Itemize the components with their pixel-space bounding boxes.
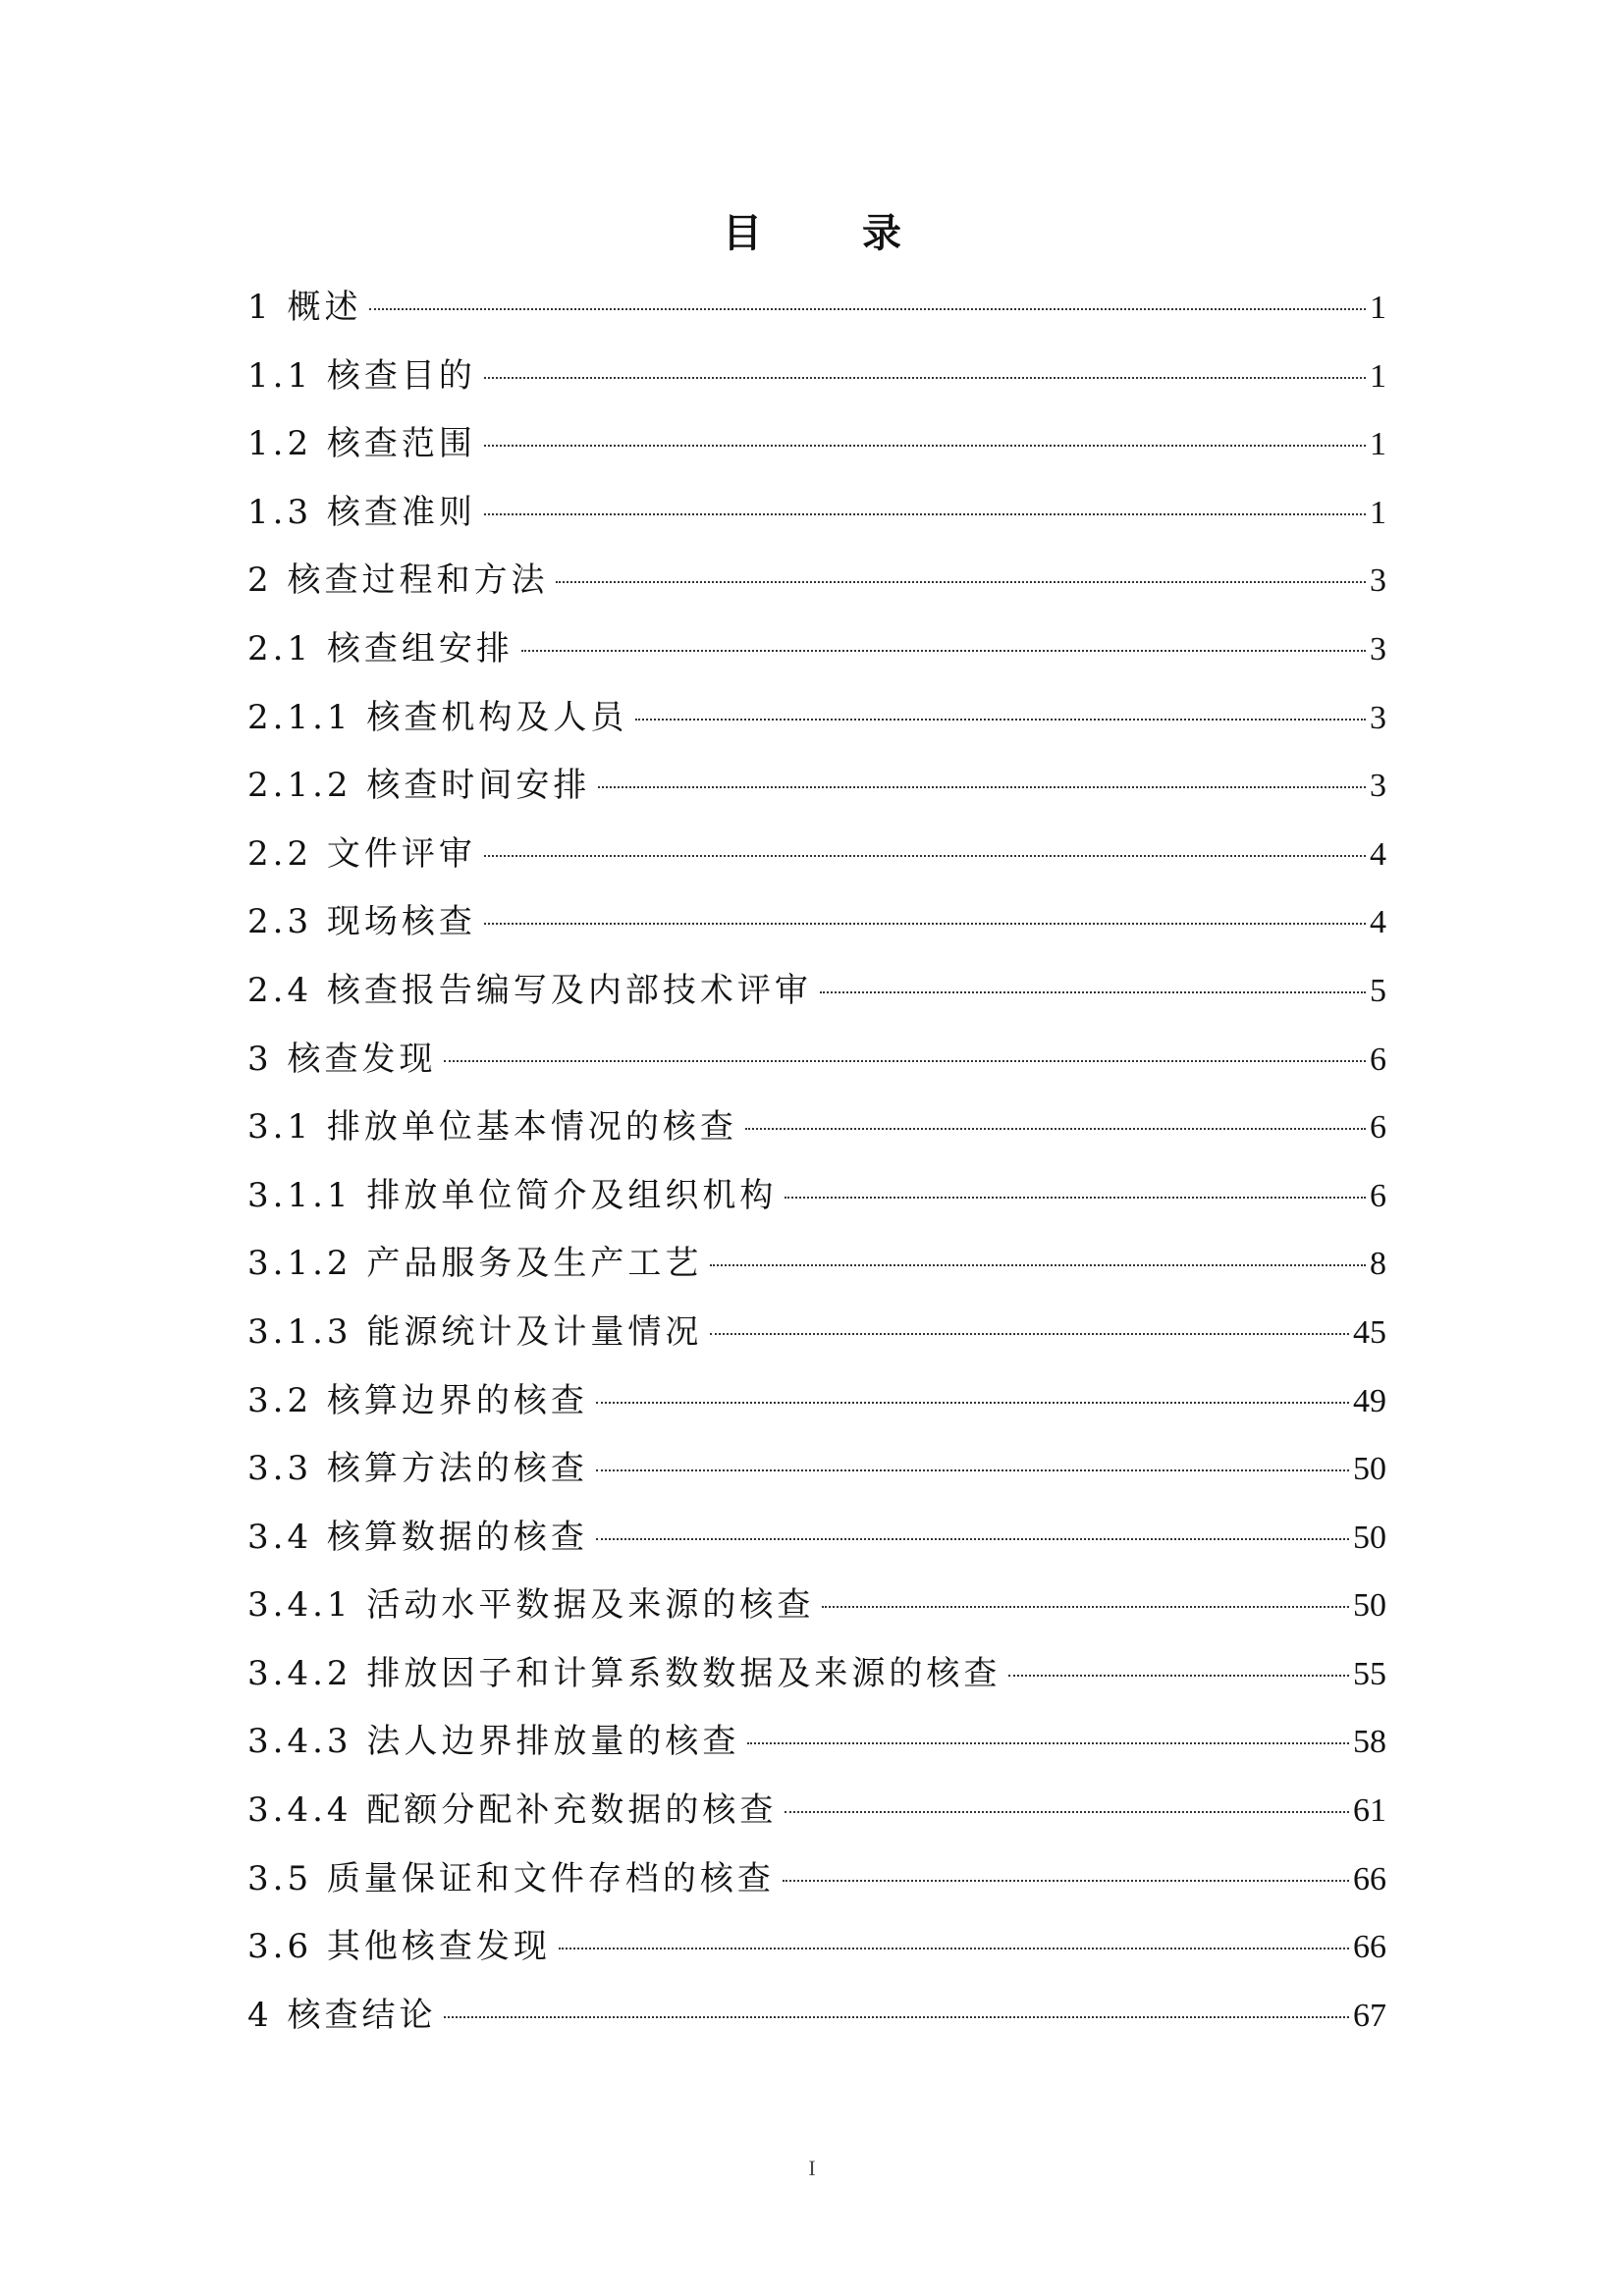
toc-entry[interactable]: [247, 1513, 1386, 1581]
toc-entry-label: 3.3 核算方法的核查: [247, 1449, 588, 1489]
toc-entry-label: 2.4 核查报告编写及内部技术评审: [247, 970, 812, 1010]
toc-dot-leader: [635, 719, 1366, 721]
toc-entry-page: 50: [1353, 1587, 1386, 1625]
toc-dot-leader: [820, 991, 1366, 993]
toc-entry[interactable]: [247, 624, 1386, 693]
toc-dot-leader: [521, 650, 1366, 652]
toc-entry-page: 58: [1353, 1724, 1386, 1761]
toc-entry-page: 1: [1370, 426, 1386, 463]
toc-dot-leader: [484, 445, 1366, 447]
toc-entry-page: 55: [1353, 1655, 1386, 1692]
toc-dot-leader: [598, 786, 1366, 788]
toc-entry-page: 50: [1353, 1451, 1386, 1488]
toc-entry[interactable]: [247, 1239, 1386, 1308]
toc-entry-label: 3.1 排放单位基本情况的核查: [247, 1107, 737, 1148]
toc-entry-page: 6: [1370, 1109, 1386, 1147]
toc-dot-leader: [369, 308, 1366, 310]
toc-entry[interactable]: [247, 1035, 1386, 1103]
toc-entry-page: 6: [1370, 1041, 1386, 1078]
toc-entry[interactable]: [247, 419, 1386, 488]
toc-entry-label: 3.4.3 法人边界排放量的核查: [247, 1722, 740, 1762]
toc-entry-page: 3: [1370, 768, 1386, 805]
toc-entry-page: 1: [1370, 494, 1386, 531]
toc-entry-label: 1.2 核查范围: [247, 424, 476, 464]
toc-entry[interactable]: [247, 1786, 1386, 1854]
toc-entry[interactable]: [247, 1580, 1386, 1649]
toc-entry[interactable]: [247, 1376, 1386, 1445]
toc-entry-page: 4: [1370, 835, 1386, 873]
toc-entry-label: 4 核查结论: [247, 1995, 437, 2035]
toc-entry[interactable]: [247, 1308, 1386, 1376]
toc-entry-label: 1.3 核查准则: [247, 492, 476, 532]
toc-entry-page: 1: [1370, 357, 1386, 395]
toc-entry[interactable]: [247, 1922, 1386, 1991]
toc-dot-leader: [559, 1948, 1349, 1949]
toc-dot-leader: [484, 923, 1366, 925]
toc-entry-label: 3.4.2 排放因子和计算系数数据及来源的核查: [247, 1653, 1001, 1693]
toc-entry-page: 6: [1370, 1177, 1386, 1214]
toc-entry[interactable]: [247, 1649, 1386, 1718]
toc-entry[interactable]: [247, 1854, 1386, 1923]
toc-entry-page: 3: [1370, 699, 1386, 736]
toc-entry[interactable]: [247, 761, 1386, 829]
toc-entry-page: 66: [1353, 1929, 1386, 1966]
toc-dot-leader: [785, 1197, 1366, 1199]
toc-entry-page: 3: [1370, 562, 1386, 600]
toc-entry-label: 2.1.2 核查时间安排: [247, 766, 591, 806]
toc-entry-label: 2.3 现场核查: [247, 902, 476, 942]
page-number: I: [808, 2156, 816, 2180]
toc-entry[interactable]: [247, 351, 1386, 420]
toc-entry-label: 3.1.3 能源统计及计量情况: [247, 1311, 703, 1352]
toc-dot-leader: [745, 1128, 1366, 1130]
toc-entry-label: 1 概述: [247, 288, 362, 327]
toc-entry-page: 50: [1353, 1519, 1386, 1556]
toc-entry[interactable]: [247, 966, 1386, 1035]
toc-entry-label: 2 核查过程和方法: [247, 561, 549, 601]
toc-entry-label: 3.2 核算边界的核查: [247, 1380, 588, 1420]
toc-entry-label: 3.1.1 排放单位简介及组织机构: [247, 1175, 778, 1215]
toc-entry-page: 4: [1370, 904, 1386, 941]
toc-entry-label: 1.1 核查目的: [247, 355, 476, 396]
toc-dot-leader: [710, 1333, 1349, 1335]
toc-dot-leader: [484, 855, 1366, 857]
toc-entry[interactable]: [247, 488, 1386, 557]
toc-dot-leader: [596, 1469, 1349, 1471]
table-of-contents: [247, 283, 1386, 2058]
toc-entry[interactable]: [247, 897, 1386, 966]
toc-entry-label: 2.1.1 核查机构及人员: [247, 697, 628, 737]
toc-entry-label: 3.5 质量保证和文件存档的核查: [247, 1858, 775, 1898]
toc-dot-leader: [783, 1880, 1349, 1882]
toc-dot-leader: [596, 1538, 1349, 1540]
toc-title: 目 录: [723, 211, 945, 256]
toc-dot-leader: [822, 1606, 1349, 1608]
toc-entry-label: 3.1.2 产品服务及生产工艺: [247, 1244, 703, 1284]
toc-entry-page: 5: [1370, 972, 1386, 1009]
toc-entry-page: 61: [1353, 1792, 1386, 1830]
toc-entry-page: 67: [1353, 1997, 1386, 2034]
toc-entry[interactable]: [247, 1717, 1386, 1786]
toc-dot-leader: [785, 1811, 1349, 1813]
toc-entry[interactable]: [247, 829, 1386, 898]
toc-dot-leader: [747, 1742, 1349, 1744]
toc-dot-leader: [1008, 1675, 1349, 1677]
toc-entry-label: 3.4.1 活动水平数据及来源的核查: [247, 1585, 815, 1626]
toc-entry-label: 3.4 核算数据的核查: [247, 1517, 588, 1557]
toc-entry-page: 1: [1370, 290, 1386, 326]
toc-dot-leader: [484, 513, 1366, 515]
toc-entry-label: 3.6 其他核查发现: [247, 1927, 551, 1967]
toc-dot-leader: [710, 1264, 1366, 1266]
toc-entry-label: 2.2 文件评审: [247, 833, 476, 874]
toc-entry-page: 8: [1370, 1246, 1386, 1283]
toc-entry[interactable]: [247, 1444, 1386, 1513]
toc-entry[interactable]: [247, 1991, 1386, 2059]
toc-dot-leader: [444, 2016, 1349, 2018]
toc-entry[interactable]: [247, 1102, 1386, 1171]
toc-dot-leader: [444, 1060, 1366, 1062]
toc-entry[interactable]: [247, 556, 1386, 624]
toc-entry-page: 45: [1353, 1313, 1386, 1351]
toc-dot-leader: [596, 1402, 1349, 1404]
toc-dot-leader: [484, 377, 1366, 379]
toc-entry-label: 3 核查发现: [247, 1039, 437, 1079]
toc-dot-leader: [556, 581, 1366, 583]
toc-entry-page: 49: [1353, 1382, 1386, 1419]
toc-entry[interactable]: [247, 283, 1386, 351]
toc-entry[interactable]: [247, 1171, 1386, 1240]
toc-entry-label: 2.1 核查组安排: [247, 628, 514, 668]
toc-entry[interactable]: [247, 693, 1386, 762]
toc-entry-label: 3.4.4 配额分配补充数据的核查: [247, 1790, 778, 1831]
toc-entry-page: 3: [1370, 630, 1386, 667]
toc-entry-page: 66: [1353, 1860, 1386, 1897]
